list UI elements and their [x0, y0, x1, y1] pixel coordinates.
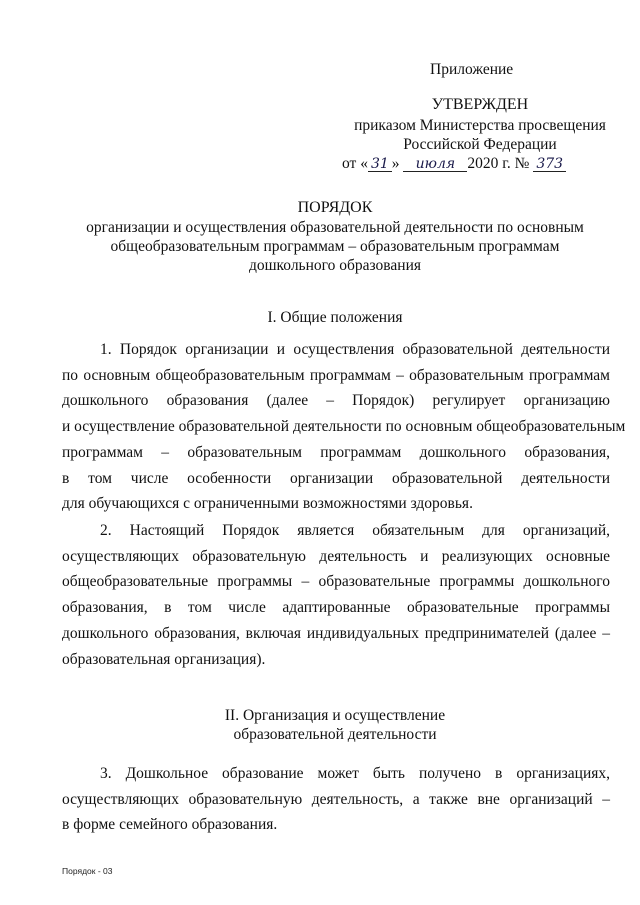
paragraph-line: образования, в том числе адаптированные образовательные программы — [62, 599, 610, 617]
paragraph-line: и осуществление образовательной деятельности по основным общеобразовательным — [62, 418, 626, 436]
order-date-line — [342, 154, 566, 173]
title-line-3: дошкольного образования — [248, 257, 422, 274]
paragraph-line: общеобразовательные программы – образовательные программы дошкольного — [62, 573, 610, 591]
appendix-label: Приложение — [430, 61, 514, 78]
handwritten-order-number: 373 — [533, 157, 566, 172]
paragraph-1 — [62, 337, 626, 517]
date-separator: » — [391, 155, 400, 172]
paragraph-line: дошкольного образования, включая индивидуальных предпринимателей (далее – — [62, 624, 610, 642]
section-2-heading-line-2: образовательной деятельности — [233, 726, 437, 743]
paragraph-line: в форме семейного образования. — [62, 816, 278, 834]
approved-label: УТВЕРЖДЕН — [431, 96, 529, 113]
handwritten-day: 31 — [368, 157, 392, 172]
title-line-1: организации и осуществления образовательной деятельности по основным — [86, 219, 584, 236]
paragraph-line: по основным общеобразовательным программам – образовательным программам — [62, 366, 610, 384]
paragraph-line: осуществляющих образовательную деятельность, а также вне организаций – — [62, 790, 610, 808]
paragraph-line: программам – образовательным программам дошкольного образования, — [62, 443, 610, 461]
paragraph-line: в том числе особенности организации образовательной деятельности — [62, 469, 610, 487]
title-main: ПОРЯДОК — [297, 199, 373, 216]
order-line-2: Российской Федерации — [403, 136, 557, 153]
paragraph-line: 1. Порядок организации и осуществления образовательной деятельности — [100, 341, 610, 358]
handwritten-month: июля — [403, 157, 467, 172]
paragraph-line: 3. Дошкольное образование может быть получено в организациях, — [100, 765, 610, 782]
paragraph-line: дошкольного образования (далее – Порядок) регулирует организацию — [62, 392, 610, 410]
paragraph-line: образовательная организация). — [62, 650, 266, 668]
paragraph-2 — [62, 518, 610, 672]
section-2-heading — [60, 706, 610, 744]
section-2-heading-line-1: II. Организация и осуществление — [224, 707, 446, 724]
document-title — [60, 198, 610, 275]
order-line-1: приказом Министерства просвещения — [354, 117, 606, 134]
paragraph-line: 2. Настоящий Порядок является обязательным для организаций, — [100, 522, 610, 539]
paragraph-line: осуществляющих образовательную деятельность и реализующих основные — [62, 547, 610, 565]
title-line-2: общеобразовательным программам – образовательным программам — [110, 238, 560, 255]
paragraph-line: для обучающихся с ограниченными возможностями здоровья. — [62, 495, 473, 513]
date-prefix: от « — [342, 155, 368, 172]
footer-code: Порядок - 03 — [62, 866, 113, 876]
section-1-heading: I. Общие положения — [267, 309, 403, 326]
paragraph-3 — [62, 761, 610, 838]
date-year: 2020 г. № — [467, 155, 530, 172]
